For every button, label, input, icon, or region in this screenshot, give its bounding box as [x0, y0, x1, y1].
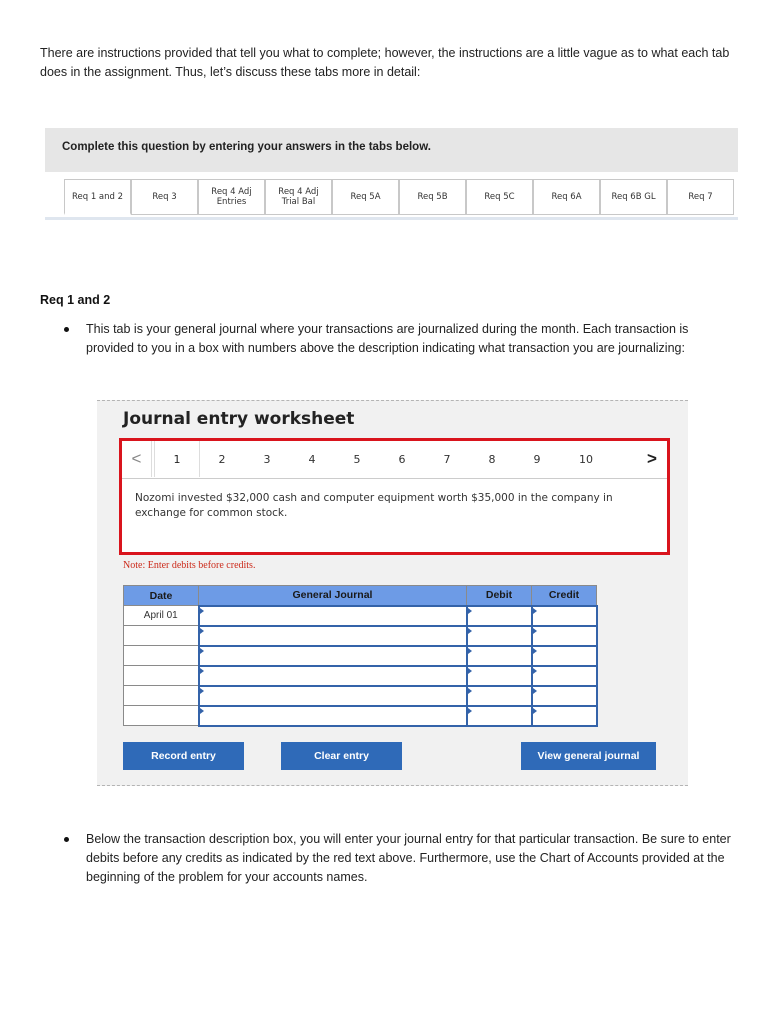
date-cell [124, 666, 199, 686]
transaction-number-4[interactable]: 4 [308, 452, 316, 466]
debit-input[interactable] [467, 646, 532, 666]
account-input[interactable] [199, 706, 467, 726]
account-input[interactable] [199, 666, 467, 686]
tab-req-3[interactable]: Req 3 [131, 179, 198, 215]
tab-req-5b[interactable]: Req 5B [399, 179, 466, 215]
transaction-highlight-box [119, 438, 670, 555]
date-cell: April 01 [124, 606, 199, 626]
column-header-credit: Credit [532, 586, 597, 606]
clear-entry-button[interactable]: Clear entry [281, 742, 402, 770]
transaction-number-8[interactable]: 8 [488, 452, 496, 466]
tab-req-4-adj-trial-bal[interactable]: Req 4 Adj Trial Bal [265, 179, 332, 215]
transaction-number-6[interactable]: 6 [398, 452, 406, 466]
journal-table [123, 585, 598, 727]
tab-req-5c[interactable]: Req 5C [466, 179, 533, 215]
table-row [124, 606, 597, 626]
journal-table-header [124, 586, 597, 606]
credit-input[interactable] [532, 626, 597, 646]
bullet-text-2: Below the transaction description box, you will enter your journal entry for that particular transaction. Be sure to enter debits before any credits as indicated by the red text above. Furthermore, use the Chart of Accounts provided at the beginning of the problem for your accounts names. [86, 832, 731, 884]
transaction-number-2[interactable]: 2 [218, 452, 226, 466]
tab-req-6b-gl[interactable]: Req 6B GL [600, 179, 667, 215]
bullet-icon [64, 327, 69, 332]
transaction-number-5[interactable]: 5 [353, 452, 361, 466]
date-cell [124, 646, 199, 666]
bullet-icon [64, 837, 69, 842]
record-entry-button[interactable]: Record entry [123, 742, 244, 770]
transaction-description: Nozomi invested $32,000 cash and computer equipment worth $35,000 in the company in exchange for common stock. [135, 492, 613, 519]
section-heading: Req 1 and 2 [40, 293, 111, 307]
debit-credit-note: Note: Enter debits before credits. [123, 560, 256, 571]
debit-input[interactable] [467, 686, 532, 706]
credit-input[interactable] [532, 666, 597, 686]
transaction-number-3[interactable]: 3 [263, 452, 271, 466]
credit-input[interactable] [532, 606, 597, 626]
tab-req-7[interactable]: Req 7 [667, 179, 734, 215]
question-instruction: Complete this question by entering your answers in the tabs below. [62, 141, 431, 153]
date-cell [124, 706, 199, 726]
transaction-number-7[interactable]: 7 [443, 452, 451, 466]
intro-paragraph: There are instructions provided that tell you what to complete; however, the instructions are a little vague as to what each tab does in the assignment. Thus, let’s discuss these tabs more in detail: [40, 46, 730, 79]
worksheet-title: Journal entry worksheet [123, 409, 355, 429]
debit-input[interactable] [467, 606, 532, 626]
transaction-number-9[interactable]: 9 [533, 452, 541, 466]
account-input[interactable] [199, 626, 467, 646]
debit-input[interactable] [467, 626, 532, 646]
credit-input[interactable] [532, 646, 597, 666]
tab-req-1-and-2[interactable]: Req 1 and 2 [64, 179, 131, 215]
debit-input[interactable] [467, 706, 532, 726]
transaction-number-1[interactable]: 1 [154, 441, 200, 477]
table-row [124, 706, 597, 726]
question-panel [45, 128, 738, 172]
date-cell [124, 686, 199, 706]
credit-input[interactable] [532, 686, 597, 706]
table-row [124, 666, 597, 686]
transaction-number-10[interactable]: 10 [579, 452, 593, 466]
transaction-navigation [122, 441, 667, 478]
date-cell [124, 626, 199, 646]
account-input[interactable] [199, 606, 467, 626]
bullet-text-1: This tab is your general journal where your transactions are journalized during the month. Each transaction is provided to you in a box with numbers above the description indicating what transaction you are journalizing: [86, 322, 689, 355]
tab-req-4-adj-entries[interactable]: Req 4 Adj Entries [198, 179, 265, 215]
table-row [124, 686, 597, 706]
previous-arrow-icon[interactable]: < [122, 441, 152, 477]
view-general-journal-button[interactable]: View general journal [521, 742, 656, 770]
tab-req-6a[interactable]: Req 6A [533, 179, 600, 215]
column-header-general-journal: General Journal [199, 586, 467, 606]
transaction-description-box [122, 478, 667, 552]
account-input[interactable] [199, 686, 467, 706]
requirement-tabs [45, 172, 738, 220]
next-arrow-icon[interactable]: > [647, 449, 657, 468]
credit-input[interactable] [532, 706, 597, 726]
column-header-debit: Debit [467, 586, 532, 606]
table-row [124, 646, 597, 666]
tab-req-5a[interactable]: Req 5A [332, 179, 399, 215]
debit-input[interactable] [467, 666, 532, 686]
journal-entry-worksheet [97, 400, 688, 786]
column-header-date: Date [124, 586, 199, 606]
account-input[interactable] [199, 646, 467, 666]
table-row [124, 626, 597, 646]
